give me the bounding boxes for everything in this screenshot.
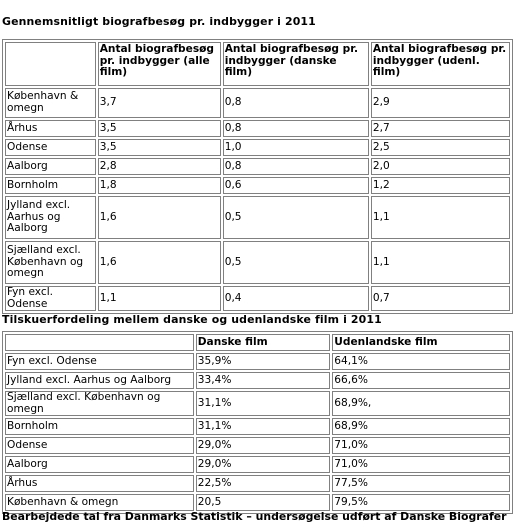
region-cell: Fyn excl. Odense: [5, 286, 96, 311]
value-cell: 29,0%: [196, 437, 331, 454]
audience-distribution-table: [2, 331, 513, 514]
region-cell: København & omegn: [5, 494, 194, 511]
value-cell: 33,4%: [196, 372, 331, 389]
value-cell: 3,7: [98, 88, 221, 118]
region-cell: Odense: [5, 139, 96, 156]
value-cell: 3,5: [98, 139, 221, 156]
value-cell: 64,1%: [332, 353, 510, 370]
table-row: [5, 88, 510, 118]
region-cell: Sjælland excl. København og omegn: [5, 241, 96, 284]
header-cell-empty: [5, 42, 96, 86]
table-header-row: [5, 334, 510, 351]
region-cell: Bornholm: [5, 177, 96, 194]
table-row: [5, 158, 510, 175]
value-cell: 35,9%: [196, 353, 331, 370]
table-row: [5, 437, 510, 454]
table-row: [5, 177, 510, 194]
value-cell: 1,1: [98, 286, 221, 311]
region-cell: København & omegn: [5, 88, 96, 118]
table2-title: Tilskuerfordeling mellem danske og udenlandske film i 2011: [2, 313, 382, 326]
value-cell: 2,5: [371, 139, 510, 156]
value-cell: 3,5: [98, 120, 221, 137]
region-cell: Aalborg: [5, 158, 96, 175]
value-cell: 0,8: [223, 158, 369, 175]
value-cell: 1,0: [223, 139, 369, 156]
table-row: [5, 456, 510, 473]
region-cell: Jylland excl. Aarhus og Aalborg: [5, 372, 194, 389]
value-cell: 68,9%: [332, 418, 510, 435]
table-row: [5, 241, 510, 284]
value-cell: 22,5%: [196, 475, 331, 492]
table-row: [5, 286, 510, 311]
value-cell: 1,6: [98, 241, 221, 284]
value-cell: 2,8: [98, 158, 221, 175]
value-cell: 0,5: [223, 196, 369, 239]
table-row: [5, 139, 510, 156]
value-cell: 0,8: [223, 88, 369, 118]
table-row: [5, 120, 510, 137]
value-cell: 0,7: [371, 286, 510, 311]
header-cell-all-films: Antal biografbesøg pr. indbygger (alle film): [98, 42, 221, 86]
region-cell: Sjælland excl. København og omegn: [5, 391, 194, 416]
cinema-visits-table: [2, 39, 513, 314]
region-cell: Odense: [5, 437, 194, 454]
value-cell: 71,0%: [332, 456, 510, 473]
table-row: [5, 494, 510, 511]
header-cell-danish-films: Danske film: [196, 334, 331, 351]
value-cell: 1,6: [98, 196, 221, 239]
value-cell: 66,6%: [332, 372, 510, 389]
value-cell: 2,0: [371, 158, 510, 175]
value-cell: 1,8: [98, 177, 221, 194]
value-cell: 2,9: [371, 88, 510, 118]
value-cell: 77,5%: [332, 475, 510, 492]
value-cell: 71,0%: [332, 437, 510, 454]
header-cell-foreign-films: Antal biografbesøg pr. indbygger (udenl. film): [371, 42, 510, 86]
region-cell: Bornholm: [5, 418, 194, 435]
value-cell: 20,5: [196, 494, 331, 511]
region-cell: Jylland excl. Aarhus og Aalborg: [5, 196, 96, 239]
header-cell-empty: [5, 334, 194, 351]
table-row: [5, 353, 510, 370]
value-cell: 29,0%: [196, 456, 331, 473]
table-row: [5, 196, 510, 239]
value-cell: 31,1%: [196, 418, 331, 435]
value-cell: 0,6: [223, 177, 369, 194]
region-cell: Aalborg: [5, 456, 194, 473]
value-cell: 2,7: [371, 120, 510, 137]
header-cell-danish-films: Antal biografbesøg pr. indbygger (danske film): [223, 42, 369, 86]
value-cell: 0,5: [223, 241, 369, 284]
value-cell: 1,1: [371, 196, 510, 239]
table-row: [5, 391, 510, 416]
value-cell: 31,1%: [196, 391, 331, 416]
value-cell: 1,1: [371, 241, 510, 284]
value-cell: 0,8: [223, 120, 369, 137]
table-header-row: [5, 42, 510, 86]
table-row: [5, 475, 510, 492]
value-cell: 0,4: [223, 286, 369, 311]
table-row: [5, 372, 510, 389]
table1-title: Gennemsnitligt biografbesøg pr. indbygger i 2011: [2, 15, 316, 28]
region-cell: Fyn excl. Odense: [5, 353, 194, 370]
region-cell: Århus: [5, 475, 194, 492]
region-cell: Århus: [5, 120, 96, 137]
header-cell-foreign-films: Udenlandske film: [332, 334, 510, 351]
table-row: [5, 418, 510, 435]
value-cell: 79,5%: [332, 494, 510, 511]
value-cell: 68,9%,: [332, 391, 510, 416]
source-note: Bearbejdede tal fra Danmarks Statistik – undersøgelse udført af Danske Biografer: [2, 510, 507, 523]
value-cell: 1,2: [371, 177, 510, 194]
